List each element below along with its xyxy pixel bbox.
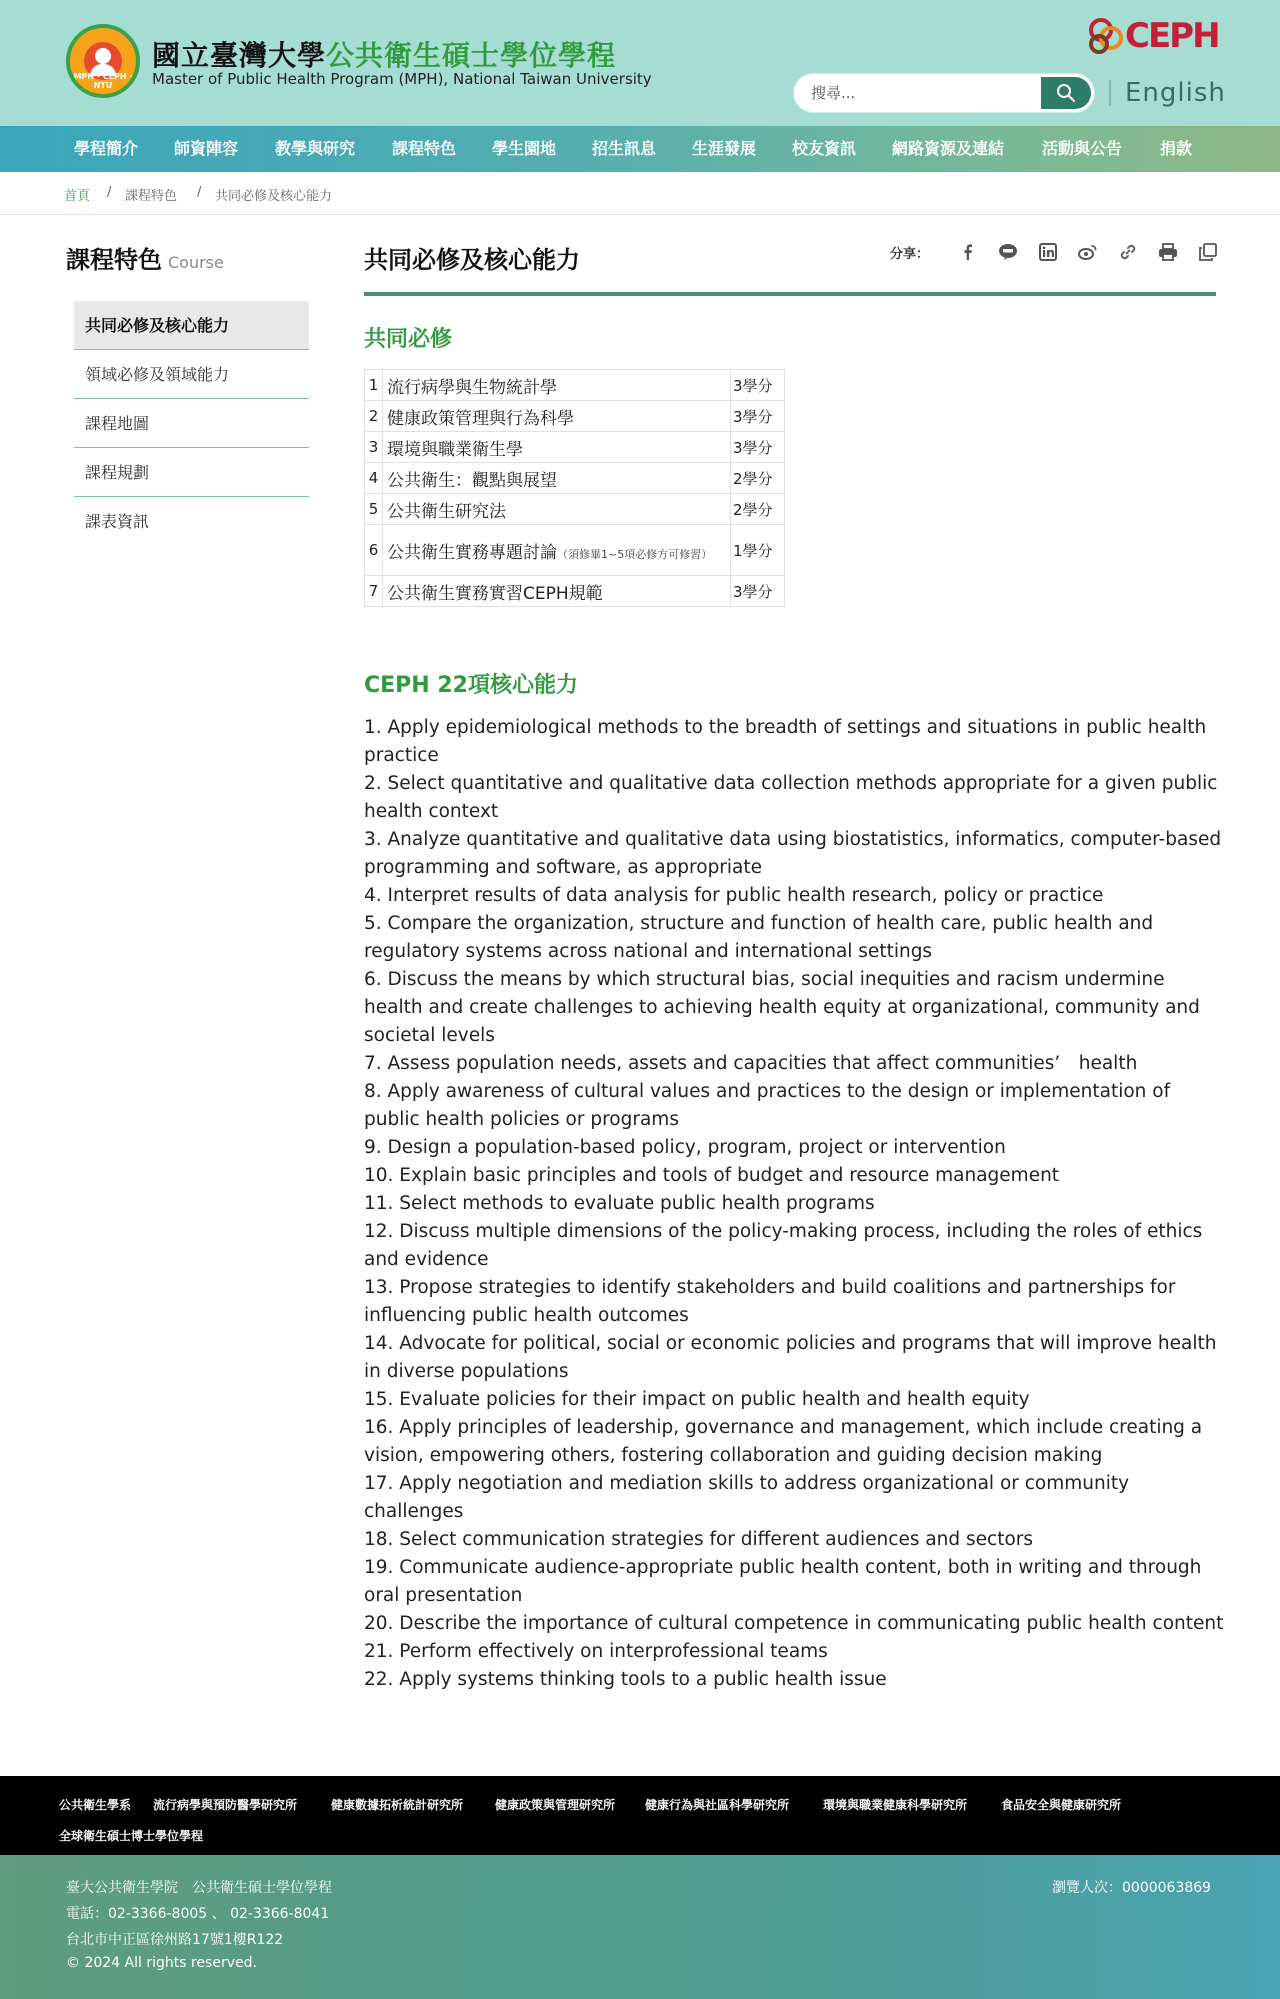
list-item: 2. Select quantitative and qualitative data collection methods appropriate for a given public health context (364, 773, 1218, 822)
search-box (794, 74, 1094, 112)
nav-item-students[interactable]: 學生園地 (492, 139, 557, 158)
course-note: （須修畢1~5項必修方可修習） (557, 547, 713, 561)
nav-item-intro[interactable]: 學程簡介 (74, 139, 139, 158)
course-number: 4 (365, 463, 383, 494)
course-number: 7 (365, 576, 383, 607)
visit-counter: 瀏覽人次：0000063869 (1052, 1880, 1212, 1896)
search-icon (1056, 83, 1076, 103)
footer-link-food-safety[interactable]: 食品安全與健康研究所 (1001, 1798, 1122, 1812)
table-row (365, 525, 785, 576)
program-name: 公共衛生碩士學位學程 (326, 39, 617, 72)
competencies-list (364, 714, 1224, 1694)
list-item: 13. Propose strategies to identify stakeholders and build coalitions and partnerships for influencing public health outcomes (364, 1277, 1176, 1326)
table-row (365, 401, 785, 432)
list-item: 20. Describe the importance of cultural competence in communicating public health content (364, 1613, 1224, 1634)
course-number: 2 (365, 401, 383, 432)
breadcrumb-separator: / (197, 185, 202, 200)
sidebar-title-zh: 課程特色 (66, 246, 162, 274)
list-item: 18. Select communication strategies for different audiences and sectors (364, 1529, 1034, 1550)
course-name: 公共衛生實務專題討論 (387, 542, 557, 563)
footer-org: 臺大公共衛生學院 公共衛生碩士學位學程 (66, 1880, 332, 1896)
course-credits: 2學分 (731, 494, 785, 525)
nav-item-faculty[interactable]: 師資陣容 (174, 139, 239, 158)
table-row (365, 463, 785, 494)
list-item: 16. Apply principles of leadership, governance and management, which include creating a vision, empowering others, fostering collaboration and guiding decision making (364, 1417, 1203, 1466)
table-row (365, 494, 785, 525)
university-name: 國立臺灣大學 (152, 39, 327, 72)
list-item: 4. Interpret results of data analysis for public health research, policy or practice (364, 885, 1104, 906)
course-number: 5 (365, 494, 383, 525)
breadcrumb-course[interactable]: 課程特色 (125, 189, 178, 204)
ceph-logo-text: CEPH (1125, 16, 1219, 56)
list-item: 21. Perform effectively on interprofessional teams (364, 1641, 828, 1662)
course-credits: 2學分 (731, 463, 785, 494)
course-number: 1 (365, 370, 383, 401)
footer-links-bar (0, 1776, 1280, 1855)
list-item: 17. Apply negotiation and mediation skills to address organizational or community challenges (364, 1473, 1130, 1522)
course-credits: 3學分 (731, 401, 785, 432)
search-button[interactable] (1041, 77, 1091, 109)
list-item: 15. Evaluate policies for their impact on public health and health equity (364, 1389, 1030, 1410)
nav-item-course[interactable]: 課程特色 (392, 139, 457, 158)
breadcrumb (0, 172, 1280, 215)
copy-page-icon[interactable] (1197, 241, 1219, 263)
list-item: 6. Discuss the means by which structural bias, social inequities and racism undermine health and create challenges to achieving health equity at organizational, community and societal levels (364, 969, 1200, 1046)
footer-link-dept[interactable]: 公共衛生學系 (59, 1798, 132, 1812)
print-icon[interactable] (1157, 241, 1179, 263)
course-name-cell (383, 525, 731, 576)
table-row (365, 370, 785, 401)
footer-link-global-health[interactable]: 全球衛生碩士博士學位學程 (59, 1829, 204, 1843)
footer-link-health-policy[interactable]: 健康政策與管理研究所 (495, 1798, 616, 1812)
nav-item-donate[interactable]: 捐款 (1160, 139, 1193, 158)
course-credits: 3學分 (731, 576, 785, 607)
share-label: 分享： (890, 246, 930, 262)
list-item: 10. Explain basic principles and tools of budget and resource management (364, 1165, 1060, 1186)
course-number: 3 (365, 432, 383, 463)
list-item: 1. Apply epidemiological methods to the breadth of settings and situations in public health practice (364, 717, 1207, 766)
course-name: 環境與職業衛生學 (383, 432, 731, 463)
required-courses-heading: 共同必修 (364, 327, 453, 352)
page-title: 共同必修及核心能力 (364, 246, 580, 274)
footer-link-biostatistics[interactable]: 健康數據拓析統計研究所 (331, 1798, 464, 1812)
share-bar (890, 240, 1219, 264)
list-item: 5. Compare the organization, structure and function of health care, public health and regulatory systems across national and international settings (364, 913, 1154, 962)
english-link[interactable]: English (1125, 78, 1226, 108)
list-item: 9. Design a population-based policy, program, project or intervention (364, 1137, 1006, 1158)
nav-item-admissions[interactable]: 招生訊息 (592, 139, 657, 158)
footer-phone: 電話：02-3366-8005 、 02-3366-8041 (66, 1906, 330, 1922)
course-credits: 1學分 (731, 525, 785, 576)
list-item: 22. Apply systems thinking tools to a public health issue (364, 1669, 887, 1690)
course-number: 6 (365, 525, 383, 576)
course-credits: 3學分 (731, 432, 785, 463)
footer-address: 台北市中正區徐州路17號1樓R122 (66, 1932, 284, 1948)
logo-ring-text: MPH · CEPH · NTU (73, 72, 133, 90)
nav-item-events[interactable]: 活動與公告 (1042, 139, 1123, 158)
competencies-heading: CEPH 22項核心能力 (364, 673, 578, 698)
nav-item-resources[interactable]: 網路資源及連結 (892, 139, 1005, 158)
site-title-zh[interactable] (152, 34, 616, 74)
list-item: 12. Discuss multiple dimensions of the policy-making process, including the roles of ethics and evidence (364, 1221, 1203, 1270)
list-item: 14. Advocate for political, social or economic policies and programs that will improve health in diverse populations (364, 1333, 1217, 1382)
site-header (0, 0, 1280, 126)
main-nav (0, 126, 1280, 172)
sidebar-subtitle: Course (168, 253, 224, 272)
list-item: 11. Select methods to evaluate public health programs (364, 1193, 875, 1214)
nav-item-alumni[interactable]: 校友資訊 (792, 139, 857, 158)
footer-link-environment[interactable]: 環境與職業健康科學研究所 (823, 1798, 968, 1812)
sidebar-title (66, 240, 224, 275)
sidebar-item-required-core[interactable]: 共同必修及核心能力 (74, 301, 309, 350)
nav-item-teaching[interactable]: 教學與研究 (275, 139, 356, 158)
title-divider (364, 292, 1216, 296)
line-share-icon[interactable] (997, 241, 1019, 263)
search-input[interactable] (811, 77, 1031, 109)
sidebar-item-domain-required[interactable]: 領域必修及領域能力 (74, 350, 309, 399)
required-courses-table (364, 369, 785, 607)
breadcrumb-current: 共同必修及核心能力 (215, 189, 333, 204)
list-item: 8. Apply awareness of cultural values and practices to the design or implementation of public health policies or programs (364, 1081, 1171, 1130)
site-footer (0, 1855, 1280, 1999)
sidebar-menu (74, 301, 309, 546)
footer-link-epidemiology[interactable]: 流行病學與預防醫學研究所 (153, 1798, 298, 1812)
linkedin-share-icon[interactable] (1037, 241, 1059, 263)
list-item: 19. Communicate audience-appropriate public health content, both in writing and through oral presentation (364, 1557, 1202, 1606)
sidebar-item-course-map[interactable]: 課程地圖 (74, 399, 309, 448)
footer-link-behavior[interactable]: 健康行為與社區科學研究所 (645, 1798, 790, 1812)
lang-separator (1109, 80, 1111, 106)
weibo-share-icon[interactable] (1077, 241, 1099, 263)
course-credits: 3學分 (731, 370, 785, 401)
facebook-share-icon[interactable] (957, 241, 979, 263)
sidebar-item-course-plan[interactable]: 課程規劃 (74, 448, 309, 497)
course-name: 公共衛生實務實習CEPH規範 (383, 576, 731, 607)
breadcrumb-home[interactable]: 首頁 (64, 189, 91, 204)
footer-copyright: © 2024 All rights reserved. (66, 1955, 257, 1971)
list-item: 3. Analyze quantitative and qualitative data using biostatistics, informatics, computer-based programming and software, as appropriate (364, 829, 1222, 878)
course-name: 流行病學與生物統計學 (383, 370, 731, 401)
table-row (365, 432, 785, 463)
site-title-en: Master of Public Health Program (MPH), National Taiwan University (152, 70, 652, 88)
list-item: 7. Assess population needs, assets and capacities that affect communities’ health (364, 1053, 1138, 1074)
program-logo[interactable] (66, 24, 140, 98)
nav-item-career[interactable]: 生涯發展 (692, 139, 757, 158)
ceph-logo[interactable] (1085, 14, 1219, 60)
sidebar-item-schedule[interactable]: 課表資訊 (85, 512, 150, 531)
course-name: 健康政策管理與行為科學 (383, 401, 731, 432)
course-name: 公共衛生：觀點與展望 (383, 463, 731, 494)
copy-link-icon[interactable] (1117, 241, 1139, 263)
course-name: 公共衛生研究法 (383, 494, 731, 525)
breadcrumb-separator: / (107, 185, 112, 200)
table-row (365, 576, 785, 607)
